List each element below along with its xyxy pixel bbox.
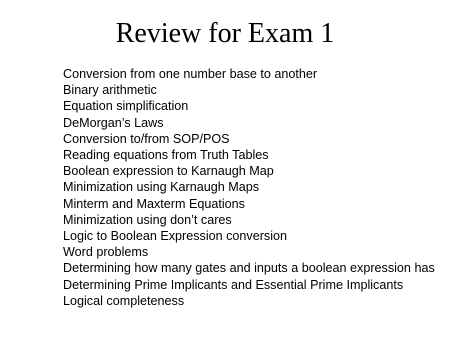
- topic-item: Determining Prime Implicants and Essential Prime Implicants: [63, 277, 404, 292]
- topic-item: Word problems: [63, 245, 149, 260]
- topic-item: Conversion from one number base to another: [63, 67, 318, 81]
- topic-item: Binary arithmetic: [63, 83, 157, 98]
- topic-item: Logical completeness: [63, 293, 185, 308]
- topic-item: Determining how many gates and inputs a boolean expression has: [63, 261, 435, 276]
- topic-item: Boolean expression to Karnaugh Map: [63, 164, 274, 179]
- topic-item: Equation simplification: [63, 99, 189, 114]
- topic-list: [63, 66, 435, 309]
- topic-item: Minimization using Karnaugh Maps: [63, 180, 260, 195]
- topic-item: Logic to Boolean Expression conversion: [63, 229, 288, 244]
- topic-item: DeMorgan’s Laws: [63, 115, 164, 130]
- topic-item: Minterm and Maxterm Equations: [63, 196, 245, 211]
- slide-title: Review for Exam 1: [115, 18, 335, 49]
- topic-item: Conversion to/from SOP/POS: [63, 131, 230, 146]
- topic-item: Reading equations from Truth Tables: [63, 148, 269, 163]
- topic-item: Minimization using don’t cares: [63, 212, 232, 227]
